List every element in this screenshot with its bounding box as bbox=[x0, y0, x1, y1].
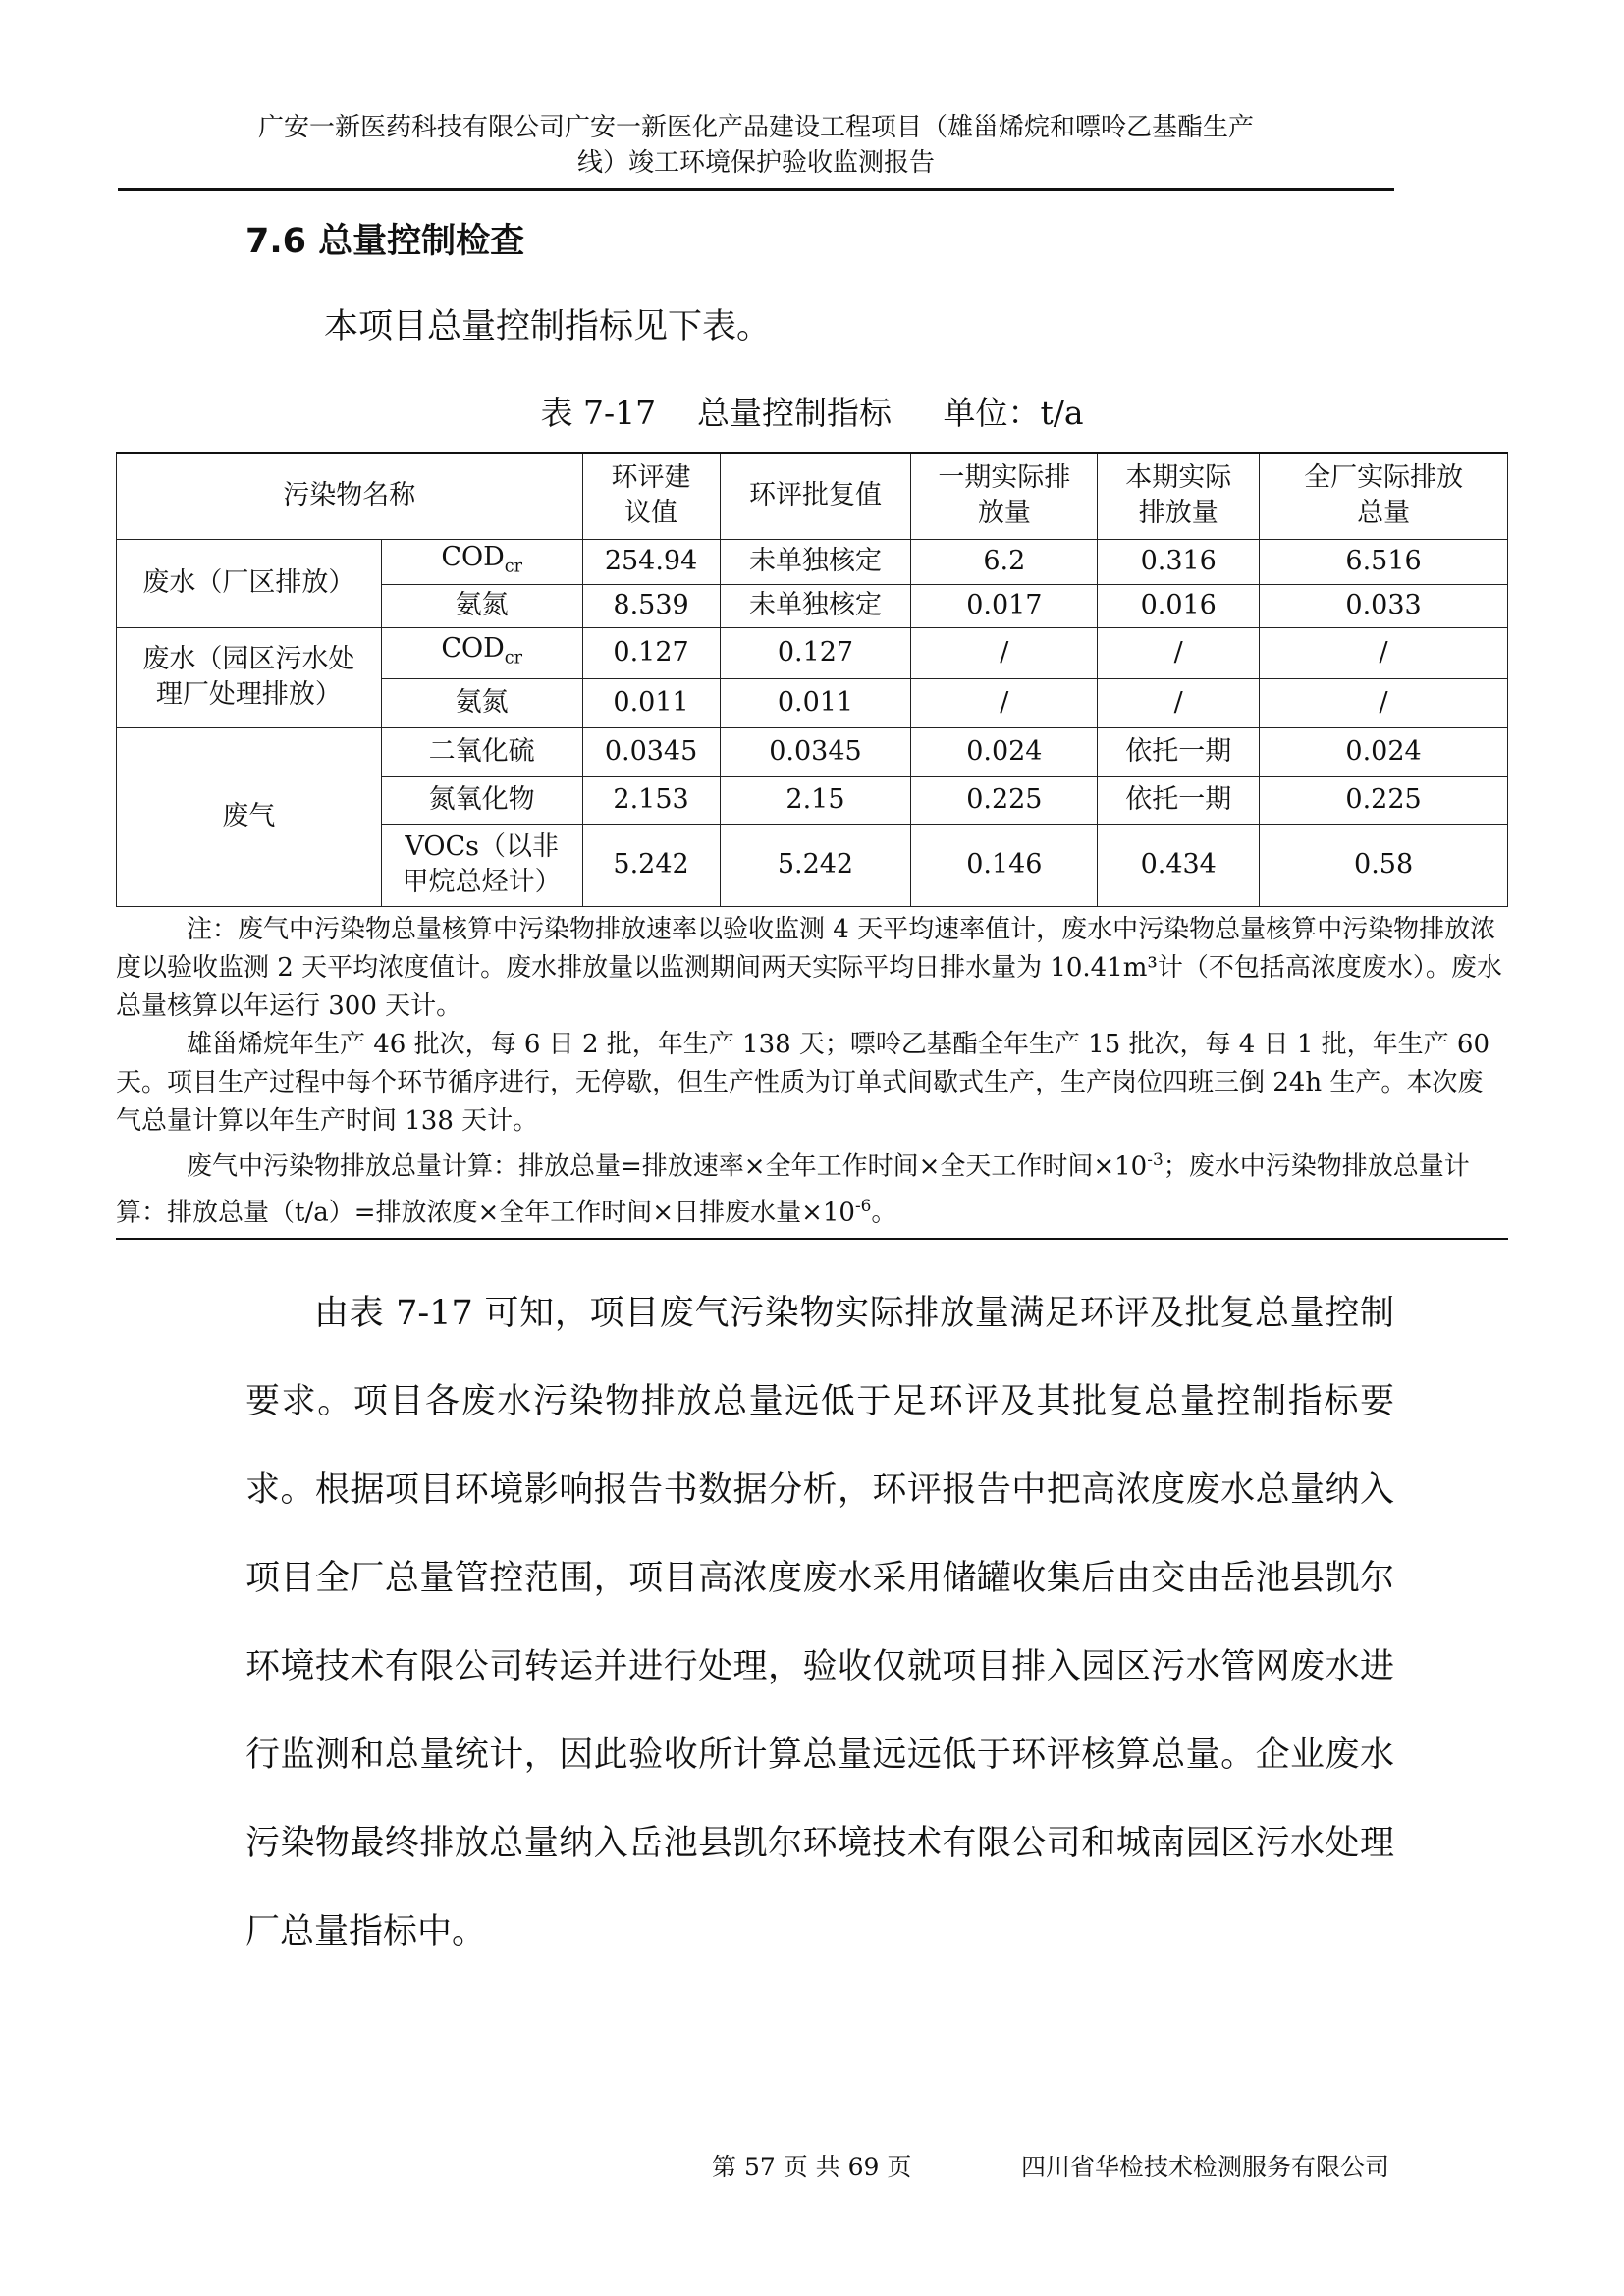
value-cell: 依托一期 bbox=[1098, 727, 1260, 776]
table-notes bbox=[116, 911, 1508, 1240]
category-cell: 废水（园区污水处 理厂处理排放） bbox=[117, 627, 382, 727]
table-header-row bbox=[117, 453, 1508, 539]
value-cell: 0.316 bbox=[1098, 539, 1260, 584]
value-cell: 0.011 bbox=[582, 678, 720, 727]
value-cell: / bbox=[1098, 678, 1260, 727]
section-title: 7.6 总量控制检查 bbox=[245, 222, 525, 261]
value-cell: 6.516 bbox=[1260, 539, 1508, 584]
pollutant-cell: 二氧化硫 bbox=[381, 727, 582, 776]
category-cell: 废水（厂区排放） bbox=[117, 539, 382, 627]
note-paragraph: 注：废气中污染物总量核算中污染物排放速率以验收监测 4 天平均速率值计，废水中污染物总量核算中污染物排放浓度以验收监测 2 天平均浓度值计。废水排放量以监测期间两天实际平均日排水量为 10.41m³计（不包括高浓度废水）。废水总量核算以年运行 300 天计。 bbox=[116, 915, 1502, 1021]
value-cell: 依托一期 bbox=[1098, 776, 1260, 824]
value-cell: 2.153 bbox=[582, 776, 720, 824]
pollutant-cell: 氨氮 bbox=[381, 584, 582, 627]
intro-text: 本项目总量控制指标见下表。 bbox=[324, 307, 772, 347]
body-paragraph: 由表 7-17 可知，项目废气污染物实际排放量满足环评及批复总量控制要求。项目各废水污染物排放总量远低于足环评及其批复总量控制指标要求。根据项目环境影响报告书数据分析，环评报告中把高浓度废水总量纳入项目全厂总量管控范围，项目高浓度废水采用储罐收集后由交由岳池县凯尔环境技术有限公司转运并进行处理，验收仅就项目排入园区污水管网废水进行监测和总量统计，因此验收所计算总量远远低于环评核算总量。企业废水污染物最终排放总量纳入岳池县凯尔环境技术有限公司和城南园区污水处理厂总量指标中。 bbox=[245, 1294, 1394, 1951]
table-row bbox=[117, 627, 1508, 678]
value-cell: 5.242 bbox=[582, 824, 720, 906]
table-caption: 表 7-17 总量控制指标 单位：t/a bbox=[540, 394, 1084, 432]
value-cell: 0.58 bbox=[1260, 824, 1508, 906]
value-cell: 0.0345 bbox=[582, 727, 720, 776]
value-cell: / bbox=[1260, 627, 1508, 678]
pollutant-cell: 氮氧化物 bbox=[381, 776, 582, 824]
header-current-actual: 本期实际 排放量 bbox=[1098, 453, 1260, 539]
value-cell: 0.434 bbox=[1098, 824, 1260, 906]
value-cell: 0.033 bbox=[1260, 584, 1508, 627]
value-cell: 0.011 bbox=[720, 678, 911, 727]
page-header bbox=[118, 110, 1394, 181]
header-eia-approved: 环评批复值 bbox=[720, 453, 911, 539]
value-cell: 0.127 bbox=[720, 627, 911, 678]
value-cell: 0.225 bbox=[1260, 776, 1508, 824]
value-cell: 254.94 bbox=[582, 539, 720, 584]
note-paragraph: 雄甾烯烷年生产 46 批次，每 6 日 2 批，年生产 138 天；嘌呤乙基酯全年生产 15 批次，每 4 日 1 批，年生产 60 天。项目生产过程中每个环节循序进行，无停歇，但生产性质为订单式间歇式生产，生产岗位四班三倒 24h 生产。本次废气总量计算以年生产时间 138 天计。 bbox=[116, 1030, 1490, 1136]
header-pollutant: 污染物名称 bbox=[117, 453, 583, 539]
value-cell: 8.539 bbox=[582, 584, 720, 627]
value-cell: 0.017 bbox=[911, 584, 1098, 627]
body-text bbox=[245, 1269, 1394, 1976]
value-cell: / bbox=[1260, 678, 1508, 727]
header-divider bbox=[118, 188, 1394, 191]
value-cell: / bbox=[1098, 627, 1260, 678]
value-cell: 0.024 bbox=[911, 727, 1098, 776]
table-row bbox=[117, 727, 1508, 776]
note-paragraph: 废气中污染物排放总量计算：排放总量=排放速率×全年工作时间×全天工作时间$\times 10^{-3}$；废水中污染物排放总量计算：排放总量（t/a）=排放浓度×全年工作时间×日排废水量$\times 10^{-6}$。 bbox=[116, 1149, 1470, 1228]
pollutant-cell: $COD_{cr}$ bbox=[381, 539, 582, 584]
header-eia-suggested: 环评建 议值 bbox=[582, 453, 720, 539]
table-row bbox=[117, 539, 1508, 584]
header-plant-total: 全厂实际排放 总量 bbox=[1260, 453, 1508, 539]
value-cell: 0.024 bbox=[1260, 727, 1508, 776]
value-cell: / bbox=[911, 678, 1098, 727]
page-number: 第 57 页 共 69 页 bbox=[712, 2153, 912, 2181]
value-cell: 0.127 bbox=[582, 627, 720, 678]
value-cell: 5.242 bbox=[720, 824, 911, 906]
value-cell: 0.146 bbox=[911, 824, 1098, 906]
value-cell: 2.15 bbox=[720, 776, 911, 824]
header-line-1: 广安一新医药科技有限公司广安一新医化产品建设工程项目（雄甾烯烷和嘌呤乙基酯生产 bbox=[257, 113, 1254, 142]
value-cell: / bbox=[911, 627, 1098, 678]
footer-company: 四川省华检技术检测服务有限公司 bbox=[1021, 2153, 1390, 2181]
pollutant-cell: 氨氮 bbox=[381, 678, 582, 727]
category-cell: 废气 bbox=[117, 727, 382, 906]
value-cell: 未单独核定 bbox=[720, 584, 911, 627]
value-cell: 6.2 bbox=[911, 539, 1098, 584]
pollutant-cell: $COD_{cr}$ bbox=[381, 627, 582, 678]
value-cell: 未单独核定 bbox=[720, 539, 911, 584]
value-cell: 0.0345 bbox=[720, 727, 911, 776]
pollutant-cell: VOCs（以非 甲烷总烃计） bbox=[381, 824, 582, 906]
value-cell: 0.225 bbox=[911, 776, 1098, 824]
total-control-table bbox=[116, 452, 1508, 907]
header-line-2: 线）竣工环境保护验收监测报告 bbox=[576, 148, 935, 178]
value-cell: 0.016 bbox=[1098, 584, 1260, 627]
header-phase1-actual: 一期实际排 放量 bbox=[911, 453, 1098, 539]
